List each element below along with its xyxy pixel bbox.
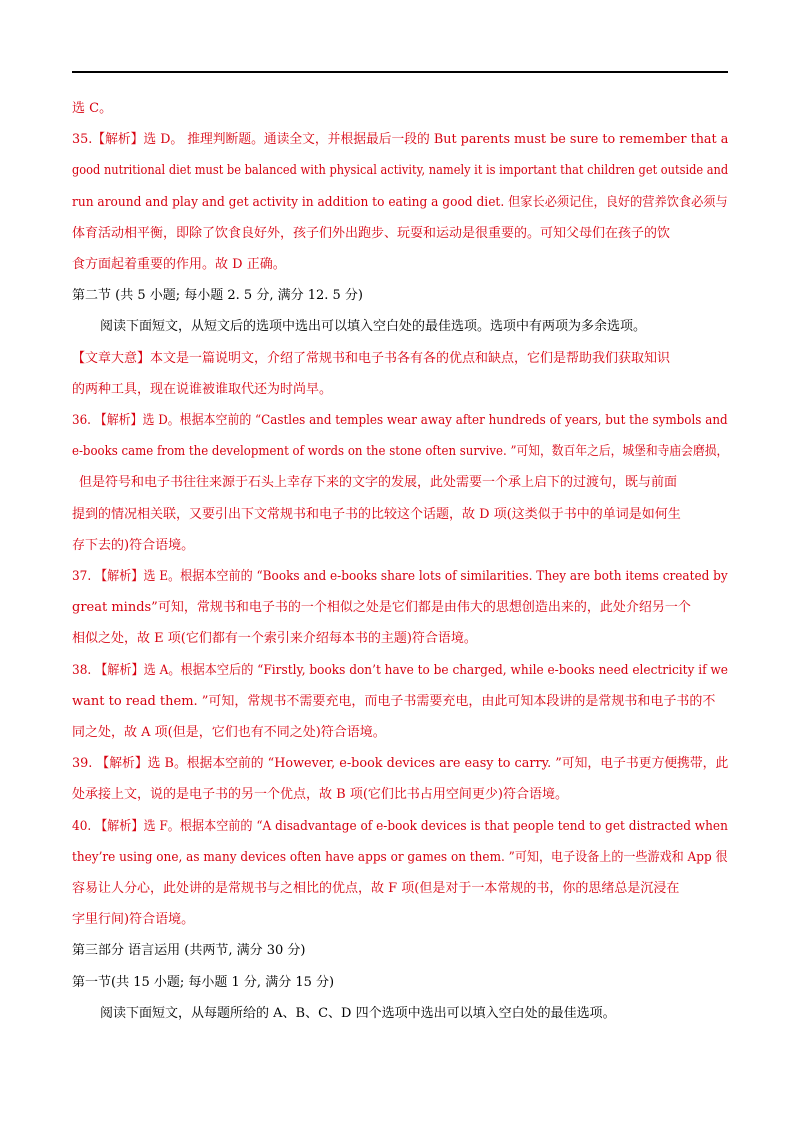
text-line-28: 第三部分 语言运用 (共两节, 满分 30 分) (72, 943, 306, 959)
text-line-15: 存下去的)符合语境。 (72, 537, 195, 553)
text-line-14: 提到的情况相关联，又要引出下文常规书和电子书的比较这个话题，故 D 项(这类似于书中的单词是如何生 (72, 506, 681, 522)
text-line-23: 处承接上文，说的是电子书的另一个优点，故 B 项(它们比书占用空间更少)符合语境。 (72, 787, 568, 803)
text-line-4: run around and play and get activity in addition to eating a good diet. 但家长必须记住，良好的营养饮食必须与 (72, 194, 728, 210)
text-line-3: good nutritional diet must be balanced with physical activity, namely it is important that children get outside and (72, 163, 729, 179)
text-line-22: 39. 【解析】选 B。根据本空前的 “However, e-book devices are easy to carry. ”可知，电子书更方便携带，此 (72, 756, 729, 772)
text-line-2: 35.【解析】选 D。 推理判断题。通读全文，并根据最后一段的 But parents must be sure to remember that a (72, 132, 729, 148)
text-line-6: 食方面起着重要的作用。故 D 正确。 (72, 257, 286, 273)
text-line-5: 体育活动相平衡，即除了饮食良好外，孩子们外出跑步、玩耍和运动是很重要的。可知父母们在孩子的饮 (72, 225, 671, 241)
text-line-25: they’re using one, as many devices often have apps or games on them. ”可知，电子设备上的一些游戏和 App 很 (72, 849, 728, 865)
text-line-21: 同之处，故 A 项(但是，它们也有不同之处)符合语境。 (72, 725, 386, 741)
text-line-12: e-books came from the development of words on the stone often survive. ”可知，数百年之后，城堡和寺庙会磨损， (72, 444, 729, 460)
text-line-9: 【文章大意】本文是一篇说明文，介绍了常规书和电子书各有各的优点和缺点，它们是帮助我们获取知识 (72, 350, 671, 366)
header-rule (72, 71, 728, 73)
text-line-17: great minds”可知，常规书和电子书的一个相似之处是它们都是由伟大的思想创造出来的，此处介绍另一个 (72, 600, 691, 616)
text-line-27: 字里行间)符合语境。 (72, 912, 195, 928)
text-line-10: 的两种工具，现在说谁被谁取代还为时尚早。 (72, 381, 333, 397)
text-line-18: 相似之处，故 E 项(它们都有一个索引来介绍每本书的主题)符合语境。 (72, 631, 477, 647)
text-line-19: 38. 【解析】选 A。根据本空后的 “Firstly, books don’t have to be charged, while e-books need electricity if we (72, 662, 728, 678)
text-line-20: want to read them. ”可知，常规书不需要充电，而电子书需要充电，由此可知本段讲的是常规书和电子书的不 (72, 693, 716, 709)
text-line-13: 但是符号和电子书往往来源于石头上幸存下来的文字的发展，此处需要一个承上启下的过渡句，既与前面 (79, 475, 678, 491)
document-body (72, 93, 728, 1029)
text-line-26: 容易让人分心，此处讲的是常规书与之相比的优点，故 F 项(但是对于一本常规的书，你的思绪总是沉浸在 (72, 881, 680, 897)
text-line-16: 37. 【解析】选 E。根据本空前的 “Books and e-books share lots of similarities. They are both items created by (72, 569, 728, 585)
text-line-24: 40. 【解析】选 F。根据本空前的 “A disadvantage of e-book devices is that people tend to get distracted when (72, 818, 728, 834)
text-line-29: 第一节(共 15 小题; 每小题 1 分, 满分 15 分) (72, 974, 335, 990)
text-line-1: 选 C。 (72, 101, 113, 116)
text-line-7: 第二节 (共 5 小题; 每小题 2. 5 分, 满分 12. 5 分) (72, 288, 364, 304)
text-line-11: 36. 【解析】选 D。根据本空前的 “Castles and temples wear away after hundreds of years, but the symbols and (72, 413, 728, 429)
text-line-30: 阅读下面短文，从每题所给的 A、B、C、D 四个选项中选出可以填入空白处的最佳选项。 (100, 1005, 616, 1021)
text-line-8: 阅读下面短文，从短文后的选项中选出可以填入空白处的最佳选项。选项中有两项为多余选项。 (100, 319, 647, 335)
